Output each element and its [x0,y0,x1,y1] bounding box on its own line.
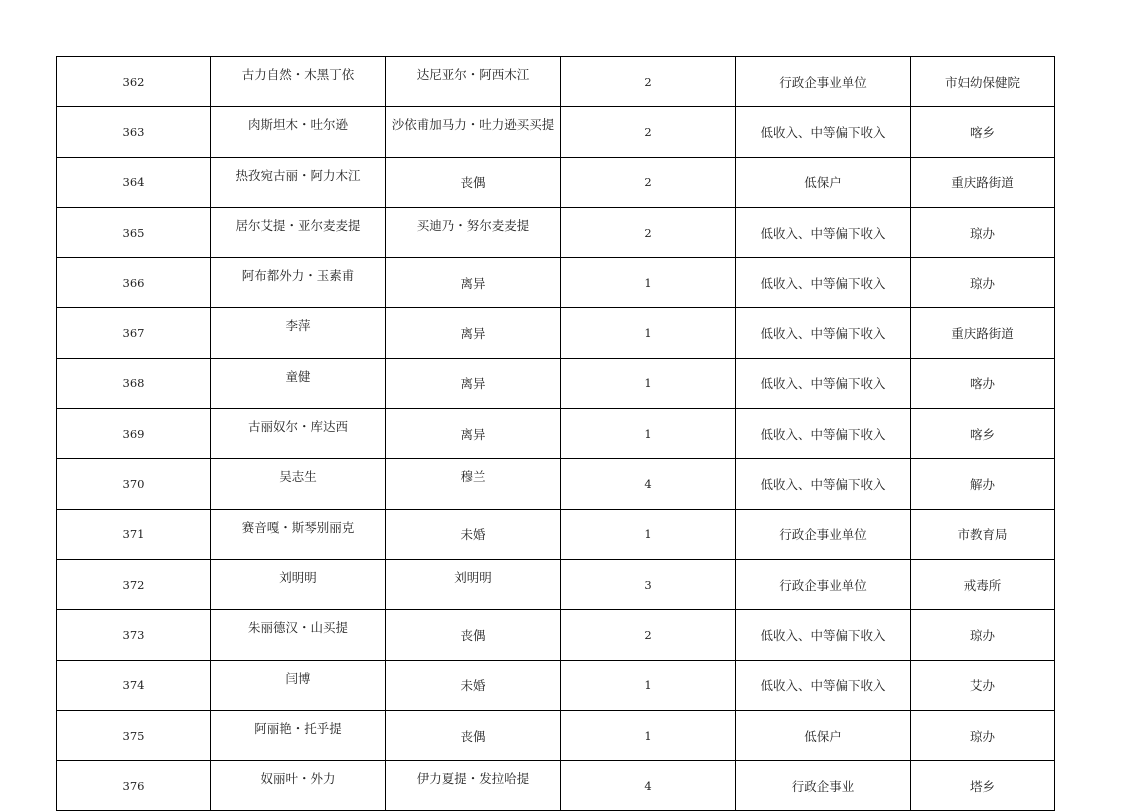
cell-unit: 琼办 [911,207,1055,257]
cell-applicant-name: 古丽奴尔・库达西 [211,409,386,459]
cell-household-count: 1 [561,409,736,459]
table-row [57,509,1055,559]
cell-unit: 戒毒所 [911,559,1055,609]
cell-category: 低收入、中等偏下收入 [736,207,911,257]
cell-number: 374 [57,660,211,710]
cell-number: 370 [57,459,211,509]
table-row [57,57,1055,107]
cell-number: 369 [57,409,211,459]
cell-number: 366 [57,258,211,308]
cell-applicant-name: 李萍 [211,308,386,358]
cell-household-count: 1 [561,258,736,308]
cell-number: 373 [57,610,211,660]
table-row [57,308,1055,358]
cell-applicant-name: 童健 [211,358,386,408]
cell-spouse: 未婚 [386,660,561,710]
cell-applicant-name: 阿丽艳・托乎提 [211,710,386,760]
cell-number: 364 [57,157,211,207]
cell-category: 低收入、中等偏下收入 [736,459,911,509]
cell-applicant-name: 吴志生 [211,459,386,509]
cell-spouse: 离异 [386,258,561,308]
table-body [57,57,1055,811]
cell-applicant-name: 奴丽叶・外力 [211,761,386,811]
cell-unit: 喀乡 [911,107,1055,157]
cell-unit: 喀办 [911,358,1055,408]
cell-household-count: 2 [561,610,736,660]
cell-unit: 喀乡 [911,409,1055,459]
cell-spouse: 离异 [386,358,561,408]
cell-applicant-name: 闫博 [211,660,386,710]
cell-category: 行政企事业单位 [736,509,911,559]
cell-number: 372 [57,559,211,609]
cell-spouse: 沙依甫加马力・吐力逊买买提 [386,107,561,157]
cell-number: 362 [57,57,211,107]
table-row [57,660,1055,710]
cell-household-count: 2 [561,57,736,107]
applicant-table [56,56,1055,811]
cell-spouse: 伊力夏提・发拉哈提 [386,761,561,811]
cell-category: 低保户 [736,157,911,207]
cell-category: 低收入、中等偏下收入 [736,358,911,408]
table-row [57,559,1055,609]
cell-spouse: 丧偶 [386,610,561,660]
table-row [57,258,1055,308]
cell-household-count: 4 [561,459,736,509]
cell-applicant-name: 刘明明 [211,559,386,609]
cell-household-count: 1 [561,660,736,710]
cell-spouse: 达尼亚尔・阿西木江 [386,57,561,107]
table-row [57,107,1055,157]
cell-spouse: 买迪乃・努尔麦麦提 [386,207,561,257]
table-row [57,710,1055,760]
cell-unit: 琼办 [911,258,1055,308]
cell-applicant-name: 赛音嘎・斯琴别丽克 [211,509,386,559]
cell-number: 363 [57,107,211,157]
table-row [57,761,1055,811]
cell-unit: 市教育局 [911,509,1055,559]
cell-unit: 塔乡 [911,761,1055,811]
cell-number: 367 [57,308,211,358]
table-row [57,358,1055,408]
cell-household-count: 4 [561,761,736,811]
cell-category: 低收入、中等偏下收入 [736,610,911,660]
cell-unit: 解办 [911,459,1055,509]
cell-household-count: 1 [561,308,736,358]
cell-unit: 琼办 [911,610,1055,660]
cell-category: 低收入、中等偏下收入 [736,409,911,459]
cell-category: 低保户 [736,710,911,760]
cell-household-count: 2 [561,207,736,257]
cell-applicant-name: 热孜宛古丽・阿力木江 [211,157,386,207]
cell-spouse: 穆兰 [386,459,561,509]
cell-category: 低收入、中等偏下收入 [736,308,911,358]
cell-category: 行政企事业 [736,761,911,811]
table-row [57,409,1055,459]
cell-unit: 重庆路街道 [911,308,1055,358]
cell-unit: 艾办 [911,660,1055,710]
cell-spouse: 丧偶 [386,157,561,207]
cell-applicant-name: 朱丽德汉・山买提 [211,610,386,660]
cell-spouse: 离异 [386,409,561,459]
cell-category: 行政企事业单位 [736,559,911,609]
cell-household-count: 1 [561,710,736,760]
cell-unit: 重庆路街道 [911,157,1055,207]
table-row [57,157,1055,207]
cell-category: 行政企事业单位 [736,57,911,107]
cell-number: 365 [57,207,211,257]
cell-household-count: 2 [561,107,736,157]
table-row [57,610,1055,660]
cell-spouse: 刘明明 [386,559,561,609]
cell-applicant-name: 肉斯坦木・吐尔逊 [211,107,386,157]
cell-unit: 市妇幼保健院 [911,57,1055,107]
cell-number: 371 [57,509,211,559]
cell-applicant-name: 阿布都外力・玉素甫 [211,258,386,308]
table-row [57,459,1055,509]
cell-category: 低收入、中等偏下收入 [736,258,911,308]
table-row [57,207,1055,257]
cell-category: 低收入、中等偏下收入 [736,660,911,710]
cell-number: 368 [57,358,211,408]
cell-household-count: 2 [561,157,736,207]
cell-spouse: 离异 [386,308,561,358]
cell-unit: 琼办 [911,710,1055,760]
cell-number: 375 [57,710,211,760]
cell-number: 376 [57,761,211,811]
cell-category: 低收入、中等偏下收入 [736,107,911,157]
cell-applicant-name: 古力自然・木黑丁依 [211,57,386,107]
cell-household-count: 3 [561,559,736,609]
cell-spouse: 丧偶 [386,710,561,760]
cell-household-count: 1 [561,509,736,559]
cell-applicant-name: 居尔艾提・亚尔麦麦提 [211,207,386,257]
cell-spouse: 未婚 [386,509,561,559]
cell-household-count: 1 [561,358,736,408]
